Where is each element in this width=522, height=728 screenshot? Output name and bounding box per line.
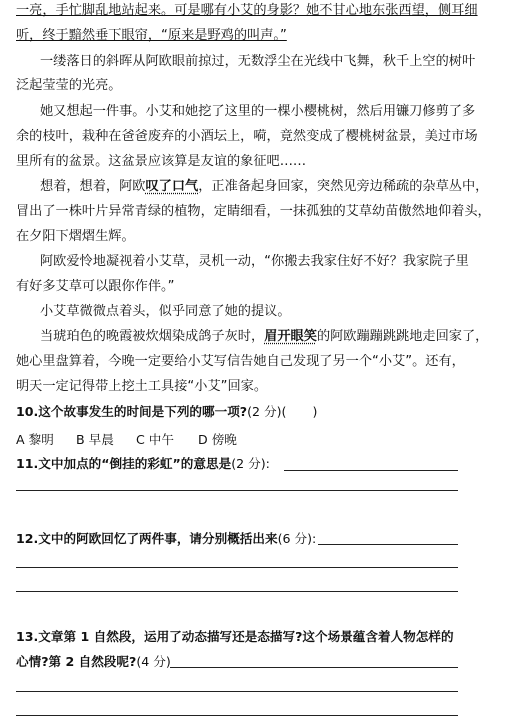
question-text: 12.文中的阿欧回忆了两件事，请分别概括出来 — [16, 531, 278, 546]
passage-line: 一缕落日的斜晖从阿欧眼前掠过，无数浮尘在光线中飞舞，秋千上空的树叶 — [40, 54, 476, 69]
dotted-phrase: 眉开眼笑 — [264, 329, 317, 344]
passage-line: 明天一定记得带上挖土工具接“小艾”回家。 — [16, 379, 268, 394]
answer-line[interactable] — [318, 544, 458, 545]
option-b[interactable]: B 早晨 — [76, 432, 114, 447]
answer-line[interactable] — [170, 667, 458, 668]
question-points: (2 分)( — [247, 404, 287, 419]
passage-line — [40, 178, 488, 196]
question-13 — [16, 628, 454, 646]
answer-line[interactable] — [16, 567, 458, 568]
passage-line: 里所有的盆景。这盆景应该算是友谊的象征吧…… — [16, 154, 307, 169]
question-text: 心情?第 2 自然段呢? — [16, 654, 137, 669]
question-points: (2 分): — [231, 456, 270, 471]
question-paren: ) — [312, 404, 318, 419]
passage-line — [16, 2, 478, 20]
question-points: (4 分) — [136, 654, 171, 669]
option-a[interactable]: A 黎明 — [16, 432, 54, 447]
passage-line: 余的枝叶，栽种在爸爸废弃的小酒坛上，嗬，竟然变成了樱桃树盆景，美过市场 — [16, 129, 478, 144]
answer-line[interactable] — [16, 591, 458, 592]
passage-line — [40, 328, 488, 346]
question-10 — [16, 403, 317, 421]
passage-line: 她又想起一件事。小艾和她挖了这里的一棵小樱桃树，然后用镰刀修剪了多 — [40, 104, 476, 119]
question-13-line2 — [16, 653, 171, 671]
answer-line[interactable] — [16, 691, 458, 692]
question-points: (6 分): — [277, 531, 317, 546]
passage-text: 的阿欧蹦蹦跳跳地走回家了， — [316, 329, 489, 344]
question-12 — [16, 530, 316, 548]
passage-line: 阿欧爱怜地凝视着小艾草，灵机一动，“你搬去我家住好不好？我家院子里 — [40, 254, 469, 269]
answer-line[interactable] — [16, 490, 458, 491]
option-c[interactable]: C 中午 — [136, 432, 174, 447]
question-11 — [16, 455, 270, 473]
option-d[interactable]: D 傍晚 — [198, 432, 237, 447]
passage-text: 听，终于黯然垂下眼帘，“原来是野鸡的叫声。” — [16, 28, 287, 43]
question-text: 10.这个故事发生的时间是下列的哪一项? — [16, 404, 248, 419]
passage-line: 泛起莹莹的光亮。 — [16, 78, 122, 93]
passage-line: 在夕阳下熠熠生辉。 — [16, 229, 135, 244]
passage-text: 想着，想着，阿欧 — [40, 179, 146, 194]
passage-text: ，正准备起身回家，突然见旁边稀疏的杂草丛中， — [198, 179, 489, 194]
question-text: 13.文章第 1 自然段，运用了动态描写还是态描写?这个场景蕴含着人物怎样的 — [16, 629, 454, 644]
passage-text: 一亮，手忙脚乱地站起来。可是哪有小艾的身影？她不甘心地东张西望，侧耳细 — [16, 3, 478, 18]
passage-line: 冒出了一株叶片异常青绿的植物，定睛细看，一抹孤独的艾草幼苗傲然地仰着头， — [16, 204, 491, 219]
dotted-phrase: 叹了口气 — [145, 179, 199, 194]
passage-line: 小艾草微微点着头，似乎同意了她的提议。 — [40, 304, 291, 319]
question-text: 11.文中加点的“倒挂的彩虹”的意思是 — [16, 456, 232, 471]
answer-line[interactable] — [16, 715, 458, 716]
passage-line — [16, 27, 287, 45]
passage-line: 有好多艾草可以跟你作伴。” — [16, 279, 175, 294]
passage-line: 她心里盘算着，今晚一定要给小艾写信告她自己发现了另一个“小艾”。还有， — [16, 354, 465, 369]
answer-line[interactable] — [284, 470, 458, 471]
passage-text: 当琥珀色的晚霞被炊烟染成鸽子灰时， — [40, 329, 265, 344]
